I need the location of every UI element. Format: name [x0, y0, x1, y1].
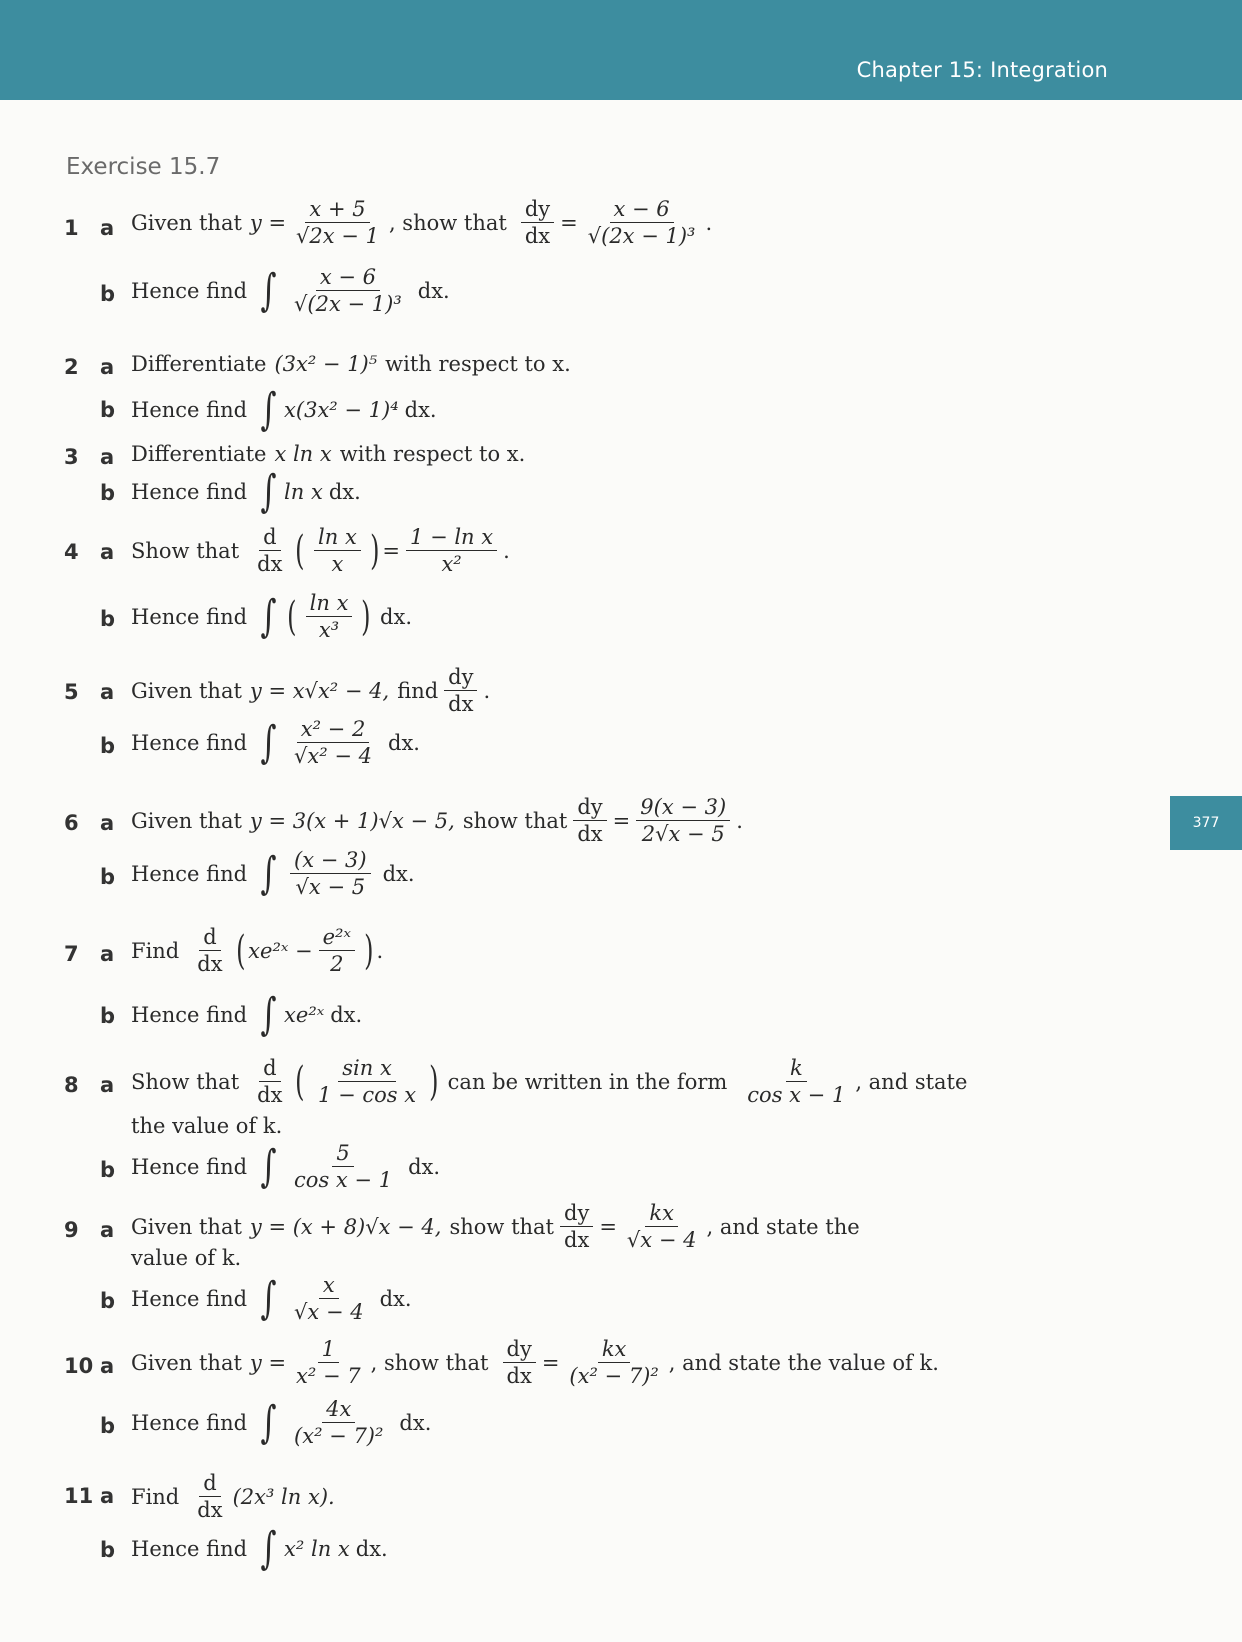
- text: Hence find: [131, 1287, 248, 1312]
- fraction: [290, 1272, 368, 1327]
- q3a-line: [131, 442, 525, 466]
- integral-sign-icon: ∫: [260, 1397, 277, 1449]
- text: Hence find: [131, 1003, 248, 1027]
- fraction: [743, 1055, 849, 1110]
- text: show that: [449, 1215, 554, 1240]
- denominator: √x² − 4: [294, 744, 372, 769]
- denominator: (x² − 7)²: [294, 1424, 384, 1449]
- left-paren-icon: (: [295, 528, 305, 575]
- part-label: b: [100, 607, 116, 631]
- q11a-line: [131, 1470, 335, 1525]
- numerator: dy: [573, 794, 606, 821]
- text: Given that: [131, 679, 242, 704]
- math: y =: [249, 211, 287, 236]
- equals: =: [541, 1351, 560, 1376]
- right-paren-icon: ): [361, 594, 371, 641]
- denominator: 2√x − 5: [641, 822, 725, 847]
- math: (3x² − 1)⁵: [274, 352, 378, 376]
- math: (2x³ ln x).: [232, 1485, 335, 1510]
- q8a-line-2: [131, 1114, 282, 1138]
- differential: dx.: [379, 1287, 412, 1312]
- text: Hence find: [131, 1155, 248, 1180]
- part-label: b: [100, 1538, 116, 1562]
- integral-sign-icon: ∫: [260, 591, 277, 643]
- question-number: 9: [64, 1218, 79, 1242]
- numerator: sin x: [338, 1055, 396, 1082]
- denominator: √(2x − 1)³: [587, 224, 696, 249]
- integral-sign-icon: ∫: [260, 1523, 277, 1574]
- math: y = x√x² − 4,: [249, 679, 390, 704]
- math: x(3x² − 1)⁴: [284, 398, 399, 422]
- math: xe²ˣ: [284, 1003, 325, 1027]
- period: .: [483, 679, 491, 704]
- integral-sign-icon: ∫: [260, 466, 277, 517]
- q4b-line: [131, 590, 412, 645]
- numerator: 4x: [322, 1396, 355, 1423]
- text: show that: [462, 809, 568, 834]
- question-number: 7: [64, 942, 79, 966]
- text: the value of k.: [131, 1114, 283, 1138]
- equals: =: [599, 1215, 617, 1240]
- denominator: x: [331, 552, 344, 577]
- denominator: dx: [577, 822, 603, 847]
- part-label: a: [100, 680, 115, 704]
- fraction: [292, 1336, 365, 1391]
- q2b-line: [131, 384, 437, 435]
- integral-sign-icon: ∫: [260, 265, 277, 317]
- denominator: √(2x − 1)³: [294, 292, 402, 317]
- numerator: (x − 3): [290, 847, 371, 874]
- q6a-line: [131, 794, 743, 849]
- fraction: [306, 590, 353, 645]
- numerator: kx: [645, 1200, 678, 1227]
- derivative: [573, 794, 606, 849]
- equals: =: [612, 809, 631, 834]
- numerator: 1: [318, 1336, 339, 1363]
- math: xe²ˣ −: [248, 939, 313, 964]
- numerator: ln x: [306, 590, 353, 617]
- denominator: dx: [197, 952, 223, 977]
- q5a-line: [131, 664, 490, 719]
- denominator: x²: [441, 552, 462, 577]
- numerator: x + 5: [305, 196, 369, 223]
- q1a-line: [131, 196, 712, 251]
- numerator: d: [259, 524, 280, 551]
- denominator: cos x − 1: [747, 1083, 846, 1108]
- text: Hence find: [131, 862, 248, 887]
- denominator: √2x − 1: [296, 224, 379, 249]
- q9a-line-2: [131, 1246, 241, 1270]
- text: , and state the value of k.: [668, 1351, 939, 1376]
- fraction: [406, 524, 497, 579]
- numerator: e²ˣ: [319, 924, 355, 951]
- denominator: cos x − 1: [294, 1168, 393, 1193]
- right-paren-icon: ): [364, 928, 374, 975]
- integral-sign-icon: ∫: [260, 384, 277, 435]
- denominator: √x − 4: [294, 1300, 364, 1325]
- numerator: dy: [521, 196, 554, 223]
- integral-sign-icon: ∫: [260, 1141, 277, 1193]
- numerator: x − 6: [610, 196, 674, 223]
- denominator: 2: [330, 952, 344, 977]
- question-number: 5: [64, 680, 79, 704]
- math: y = 3(x + 1)√x − 5,: [249, 809, 455, 834]
- q5b-line: [131, 716, 420, 771]
- integral-sign-icon: ∫: [260, 717, 277, 769]
- part-label: b: [100, 865, 116, 889]
- denominator: 1 − cos x: [318, 1083, 417, 1108]
- denominator: √x − 5: [295, 875, 366, 900]
- differential: dx.: [399, 1411, 432, 1436]
- numerator: d: [199, 924, 220, 951]
- derivative: [560, 1200, 593, 1255]
- numerator: dy: [560, 1200, 593, 1227]
- math: ln x: [284, 480, 323, 504]
- numerator: 5: [332, 1140, 353, 1167]
- period: .: [376, 939, 384, 964]
- denominator: x² − 7: [296, 1364, 361, 1389]
- integral-sign-icon: ∫: [260, 848, 277, 900]
- text: Find: [131, 1485, 180, 1510]
- question-number: 3: [64, 445, 79, 469]
- fraction: [290, 1140, 396, 1195]
- fraction: [565, 1336, 662, 1391]
- denominator: dx: [257, 552, 283, 577]
- text: can be written in the form: [447, 1070, 728, 1095]
- fraction: [292, 196, 383, 251]
- text: value of k.: [131, 1246, 242, 1270]
- q1b-line: [131, 264, 450, 319]
- denominator: dx: [197, 1498, 223, 1523]
- denominator: dx: [448, 692, 474, 717]
- numerator: ln x: [314, 524, 361, 551]
- question-number: 2: [64, 355, 79, 379]
- text: Hence find: [131, 480, 248, 504]
- math: x² ln x: [284, 1537, 350, 1561]
- equals: =: [382, 539, 401, 564]
- question-number: 4: [64, 540, 79, 564]
- part-label: b: [100, 398, 116, 422]
- text: Hence find: [131, 398, 248, 422]
- chapter-title: Chapter 15: Integration: [856, 58, 1108, 82]
- denominator: (x² − 7)²: [569, 1364, 659, 1389]
- derivative-operator: [253, 524, 286, 579]
- part-label: b: [100, 1414, 116, 1438]
- derivative-operator: [253, 1055, 286, 1110]
- part-label: a: [100, 811, 115, 835]
- numerator: kx: [598, 1336, 631, 1363]
- part-label: b: [100, 1004, 116, 1028]
- text: Hence find: [131, 731, 248, 756]
- denominator: dx: [506, 1364, 532, 1389]
- period: .: [736, 809, 743, 834]
- left-paren-icon: (: [287, 594, 297, 641]
- differential: dx.: [330, 1003, 363, 1027]
- fraction: [319, 924, 355, 979]
- part-label: a: [100, 216, 115, 240]
- part-label: b: [100, 1158, 116, 1182]
- numerator: dy: [503, 1336, 536, 1363]
- q8a-line: [131, 1055, 967, 1110]
- numerator: x: [319, 1272, 339, 1299]
- fraction: [290, 1396, 387, 1451]
- page-number: 377: [1170, 796, 1242, 850]
- numerator: x − 6: [316, 264, 380, 291]
- differential: dx.: [328, 480, 361, 504]
- numerator: dy: [444, 664, 477, 691]
- part-label: b: [100, 481, 116, 505]
- part-label: b: [100, 282, 116, 306]
- part-label: a: [100, 445, 115, 469]
- numerator: d: [259, 1055, 280, 1082]
- derivative-operator: [193, 924, 226, 979]
- part-label: a: [100, 355, 115, 379]
- fraction: [314, 524, 361, 579]
- part-label: a: [100, 1073, 115, 1097]
- numerator: d: [199, 1470, 220, 1497]
- exercise-title: Exercise 15.7: [66, 154, 221, 180]
- derivative: [444, 664, 477, 719]
- math: y = (x + 8)√x − 4,: [249, 1215, 442, 1240]
- math: x ln x: [274, 442, 332, 466]
- left-paren-icon: (: [235, 928, 246, 975]
- differential: dx.: [404, 398, 437, 422]
- text: , show that: [388, 211, 507, 236]
- math: y =: [249, 1351, 287, 1376]
- equals: =: [560, 211, 578, 236]
- text: Hence find: [131, 1411, 248, 1436]
- text: Show that: [131, 1070, 240, 1095]
- question-number: 10: [64, 1354, 94, 1378]
- q7b-line: [131, 989, 363, 1040]
- numerator: k: [786, 1055, 807, 1082]
- denominator: dx: [524, 224, 551, 249]
- right-paren-icon: ): [429, 1059, 439, 1106]
- q11b-line: [131, 1523, 388, 1574]
- integral-sign-icon: ∫: [260, 989, 277, 1040]
- differential: dx.: [355, 1537, 388, 1561]
- numerator: x² − 2: [297, 716, 370, 743]
- part-label: a: [100, 540, 115, 564]
- right-paren-icon: ): [369, 528, 380, 575]
- fraction: [636, 794, 730, 849]
- fraction: [584, 196, 700, 251]
- part-label: b: [100, 734, 116, 758]
- q6b-line: [131, 847, 415, 902]
- differential: dx.: [382, 862, 415, 887]
- text: Given that: [131, 1215, 242, 1240]
- numerator: 1 − ln x: [406, 524, 497, 551]
- text: Show that: [131, 539, 240, 564]
- derivative: [521, 196, 554, 251]
- fraction: [290, 716, 376, 771]
- text: Hence find: [131, 605, 248, 630]
- fraction: [314, 1055, 420, 1110]
- fraction: [290, 847, 371, 902]
- text: find: [397, 679, 439, 704]
- derivative-operator: [193, 1470, 226, 1525]
- fraction: [623, 1200, 701, 1255]
- denominator: √x − 4: [626, 1228, 697, 1253]
- text: , show that: [370, 1351, 489, 1376]
- text: , and state the: [706, 1215, 860, 1240]
- period: .: [503, 539, 510, 564]
- q4a-line: [131, 524, 510, 579]
- q10a-line: [131, 1336, 939, 1391]
- part-label: a: [100, 1484, 115, 1508]
- q7a-line: [131, 924, 383, 979]
- differential: dx.: [417, 279, 450, 304]
- text: Differentiate: [131, 352, 267, 376]
- text: Find: [131, 939, 180, 964]
- text: with respect to x.: [339, 442, 526, 466]
- q9b-line: [131, 1272, 412, 1327]
- text: Hence find: [131, 1537, 248, 1561]
- text: with respect to x.: [385, 352, 571, 376]
- part-label: a: [100, 942, 115, 966]
- period: .: [705, 211, 713, 236]
- fraction: [290, 264, 406, 319]
- text: Given that: [131, 809, 242, 834]
- question-number: 8: [64, 1073, 79, 1097]
- differential: dx.: [380, 605, 412, 630]
- integral-sign-icon: ∫: [260, 1273, 277, 1325]
- denominator: x³: [318, 618, 340, 643]
- part-label: a: [100, 1218, 115, 1242]
- denominator: dx: [564, 1228, 590, 1253]
- differential: dx.: [388, 731, 420, 756]
- differential: dx.: [408, 1155, 441, 1180]
- q3b-line: [131, 466, 361, 517]
- q2a-line: [131, 352, 571, 376]
- q10b-line: [131, 1396, 431, 1451]
- text: Hence find: [131, 279, 248, 304]
- question-number: 6: [64, 811, 79, 835]
- part-label: b: [100, 1289, 116, 1313]
- question-number: 1: [64, 216, 79, 240]
- text: Differentiate: [131, 442, 267, 466]
- q8b-line: [131, 1140, 440, 1195]
- question-number: 11: [64, 1484, 94, 1508]
- text: , and state: [855, 1070, 968, 1095]
- text: Given that: [131, 211, 242, 236]
- derivative: [503, 1336, 536, 1391]
- page-header-band: [0, 0, 1242, 100]
- numerator: 9(x − 3): [636, 794, 730, 821]
- part-label: a: [100, 1354, 115, 1378]
- left-paren-icon: (: [295, 1059, 305, 1106]
- text: Given that: [131, 1351, 242, 1376]
- denominator: dx: [257, 1083, 283, 1108]
